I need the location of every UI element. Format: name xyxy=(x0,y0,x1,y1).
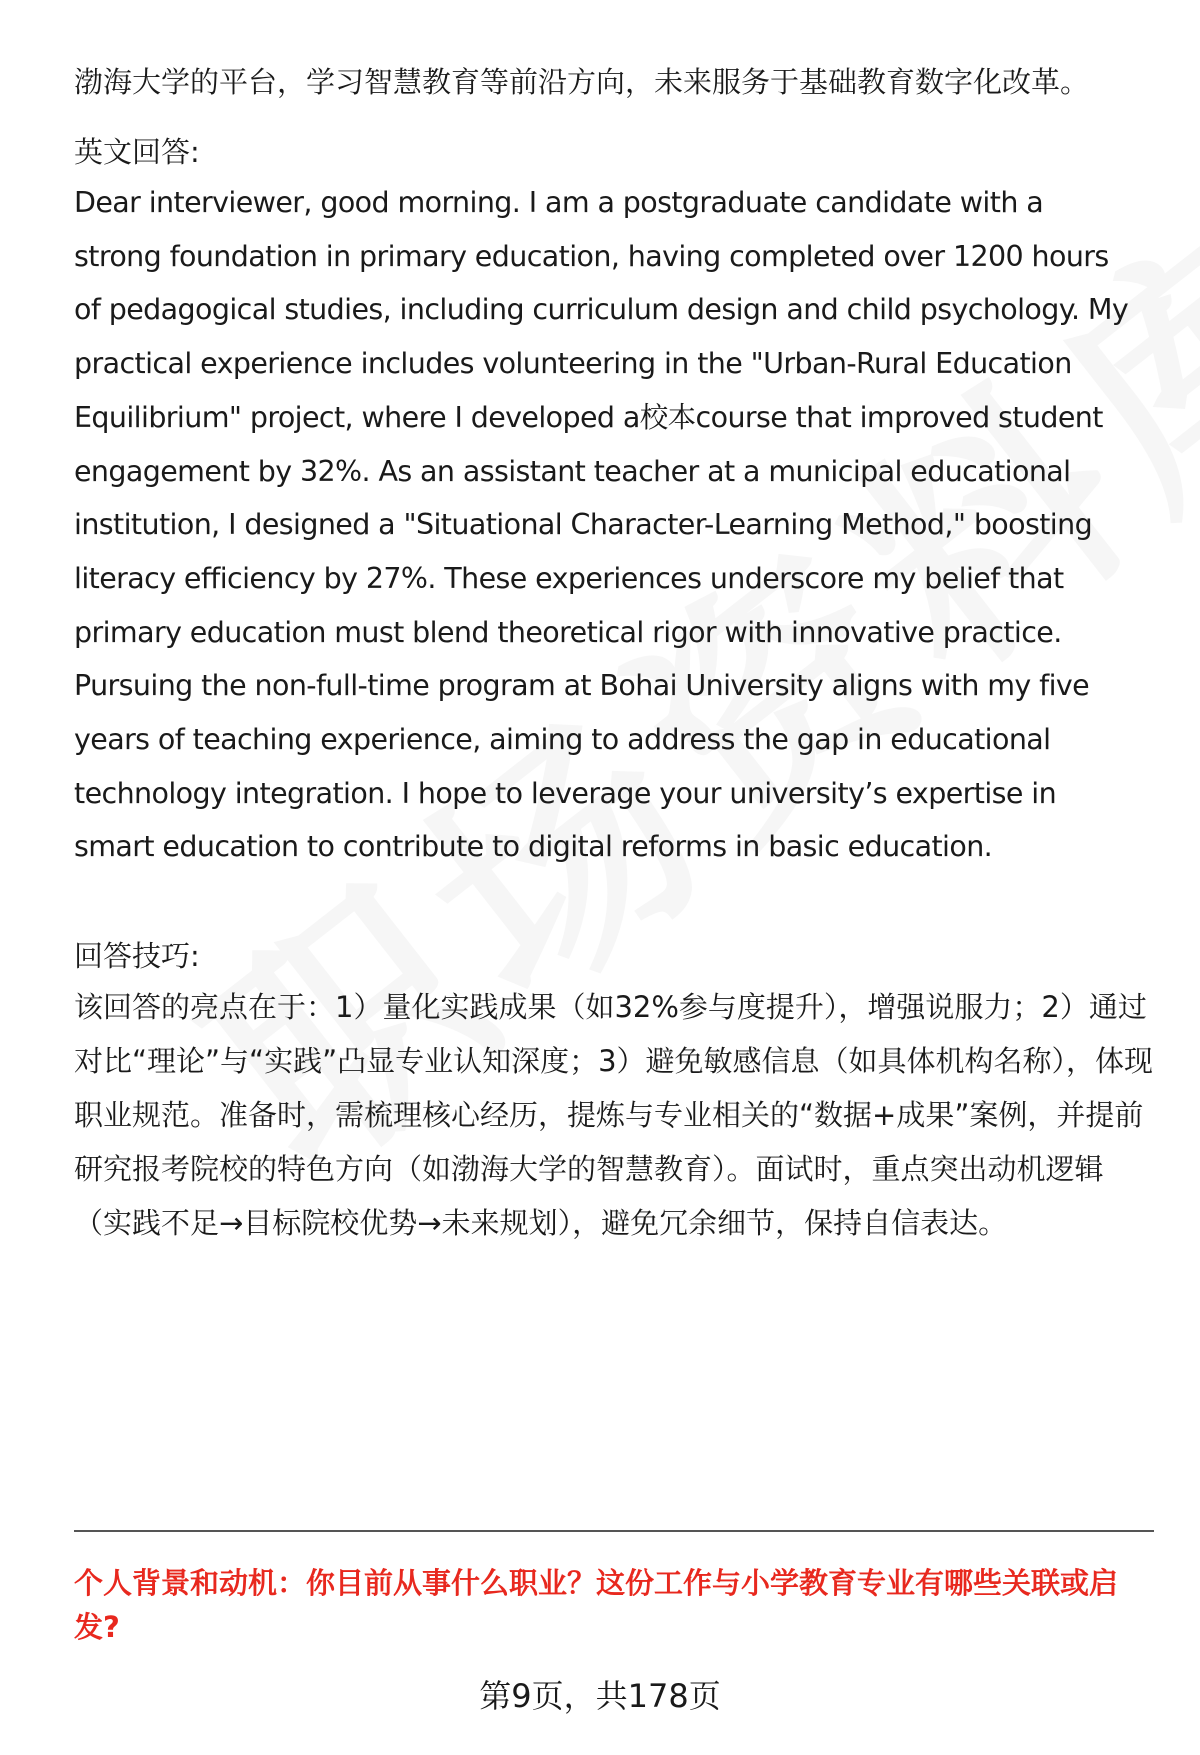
english-heading: 英文回答: xyxy=(74,135,200,169)
page-number: 第9页，共178页 xyxy=(479,1677,721,1715)
english-answer: Dear interviewer, good morning. I am a postgraduate candidate with a strong foundation in primary education, having completed over 1200 hours of pedagogical studies, including curriculum design and child psychology. My practical experience includes volunteering in the "Urban-Rural Education Equilibrium" project, where I developed a校本course that improved student engagement by 32%. As an assistant teacher at a municipal educational institution, I designed a "Situational Character-Learning Method," boosting literacy efficiency by 27%. These experiences underscore my belief that primary education must blend theoretical rigor with innovative practice. Pursuing the non-full-time program at Bohai University aligns with my five years of teaching experience, aiming to address the gap in educational technology integration. I hope to leverage your university’s expertise in smart education to contribute to digital reforms in basic education. xyxy=(74,186,1129,864)
next-question-heading: 个人背景和动机：你目前从事什么职业？这份工作与小学教育专业有哪些关联或启发? xyxy=(74,1566,1119,1644)
section-divider xyxy=(74,1530,1154,1532)
intro-line: 渤海大学的平台，学习智慧教育等前沿方向，未来服务于基础教育数字化改革。 xyxy=(74,65,1090,99)
tips-heading: 回答技巧: xyxy=(74,939,200,973)
tips-text: 该回答的亮点在于：1）量化实践成果（如32%参与度提升），增强说服力；2）通过对比“理论”与“实践”凸显专业认知深度；3）避免敏感信息（如具体机构名称），体现职业规范。准备时，需梳理核心经历，提炼与专业相关的“数据+成果”案例，并提前研究报考院校的特色方向（如渤海大学的智慧教育）。面试时，重点突出动机逻辑（实践不足→目标院校优势→未来规划），避免冗余细节，保持自信表达。 xyxy=(74,990,1154,1240)
